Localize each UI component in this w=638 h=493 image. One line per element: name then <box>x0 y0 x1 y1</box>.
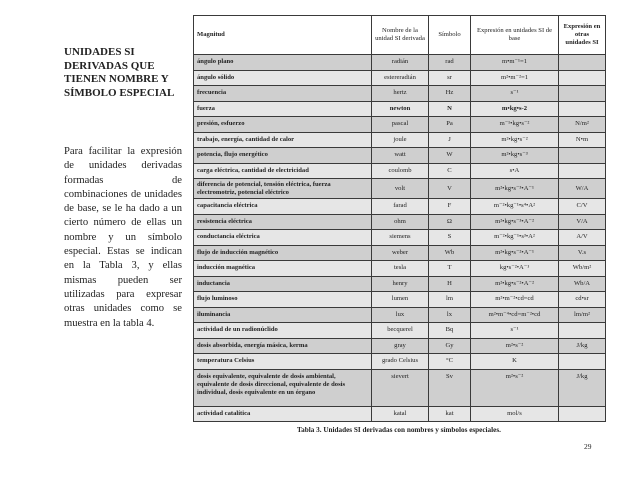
cell-magnitude: temperatura Celsius <box>194 354 372 370</box>
cell-si-expression: C/V <box>559 199 606 215</box>
cell-base-expression: K <box>471 354 559 370</box>
cell-symbol: J <box>429 132 471 148</box>
cell-si-expression: cd•sr <box>559 292 606 308</box>
cell-symbol: S <box>429 230 471 246</box>
cell-unit-name: becquerel <box>372 323 429 339</box>
cell-symbol: V <box>429 179 471 199</box>
cell-unit-name: hertz <box>372 86 429 102</box>
cell-magnitude: ángulo sólido <box>194 70 372 86</box>
cell-unit-name: ohm <box>372 214 429 230</box>
cell-magnitude: ángulo plano <box>194 55 372 71</box>
table-row <box>194 179 606 199</box>
table-row <box>194 86 606 102</box>
cell-magnitude: flujo luminoso <box>194 292 372 308</box>
cell-base-expression: m²•kg•s⁻²•A⁻¹ <box>471 245 559 261</box>
cell-magnitude: actividad de un radionúclido <box>194 323 372 339</box>
cell-symbol: Sv <box>429 369 471 406</box>
cell-unit-name: joule <box>372 132 429 148</box>
header-magnitude: Magnitud <box>194 16 372 55</box>
table-row <box>194 307 606 323</box>
cell-si-expression <box>559 86 606 102</box>
cell-symbol: F <box>429 199 471 215</box>
cell-symbol: °C <box>429 354 471 370</box>
cell-magnitude: diferencia de potencial, tensión eléctrica, fuerza electromotriz, potencial eléctrico <box>194 179 372 199</box>
table-row <box>194 276 606 292</box>
table-row <box>194 338 606 354</box>
section-heading: UNIDADES SI DERIVADAS QUE TIENEN NOMBRE Y SÍMBOLO ESPECIAL <box>64 46 175 99</box>
cell-unit-name: coulomb <box>372 163 429 179</box>
cell-magnitude: inducción magnética <box>194 261 372 277</box>
cell-base-expression: m²•kg•s⁻³ <box>471 148 559 164</box>
table-row <box>194 55 606 71</box>
cell-symbol: Hz <box>429 86 471 102</box>
cell-unit-name: siemens <box>372 230 429 246</box>
cell-si-expression: N•m <box>559 132 606 148</box>
table-row <box>194 261 606 277</box>
cell-si-expression <box>559 406 606 422</box>
cell-magnitude: fuerza <box>194 101 372 117</box>
cell-si-expression: lm/m² <box>559 307 606 323</box>
cell-symbol: H <box>429 276 471 292</box>
table-row <box>194 101 606 117</box>
table-row <box>194 292 606 308</box>
cell-unit-name: sievert <box>372 369 429 406</box>
cell-symbol: Gy <box>429 338 471 354</box>
si-derived-units-table <box>193 15 606 422</box>
cell-base-expression: m²•m⁻⁴•cd=m⁻²•cd <box>471 307 559 323</box>
cell-si-expression: V.s <box>559 245 606 261</box>
cell-symbol: kat <box>429 406 471 422</box>
cell-symbol: T <box>429 261 471 277</box>
table-row <box>194 132 606 148</box>
cell-base-expression: m⁻²•kg⁻¹•s⁴•A² <box>471 199 559 215</box>
cell-magnitude: presión, esfuerzo <box>194 117 372 133</box>
cell-base-expression: m²•kg•s⁻³•A⁻² <box>471 214 559 230</box>
cell-magnitude: potencia, flujo energético <box>194 148 372 164</box>
table-row <box>194 354 606 370</box>
cell-magnitude: conductancia eléctrica <box>194 230 372 246</box>
cell-unit-name: henry <box>372 276 429 292</box>
cell-base-expression: m²•s⁻² <box>471 338 559 354</box>
cell-magnitude: trabajo, energía, cantidad de calor <box>194 132 372 148</box>
cell-si-expression <box>559 148 606 164</box>
table-row <box>194 214 606 230</box>
table-caption: Tabla 3. Unidades SI derivadas con nombres y símbolos especiales. <box>297 426 501 434</box>
cell-symbol: lm <box>429 292 471 308</box>
cell-base-expression: s•A <box>471 163 559 179</box>
cell-unit-name: grado Celsius <box>372 354 429 370</box>
cell-base-expression: m⁻²•kg⁻¹•s³•A² <box>471 230 559 246</box>
cell-base-expression: m²•m⁻²•cd=cd <box>471 292 559 308</box>
cell-unit-name: gray <box>372 338 429 354</box>
cell-si-expression <box>559 163 606 179</box>
cell-magnitude: actividad catalítica <box>194 406 372 422</box>
cell-base-expression: m²•m⁻²=1 <box>471 70 559 86</box>
cell-base-expression: m²•kg•s⁻² <box>471 132 559 148</box>
cell-unit-name: volt <box>372 179 429 199</box>
cell-unit-name: farad <box>372 199 429 215</box>
cell-magnitude: frecuencia <box>194 86 372 102</box>
cell-unit-name: pascal <box>372 117 429 133</box>
cell-unit-name: radián <box>372 55 429 71</box>
cell-unit-name: tesla <box>372 261 429 277</box>
cell-si-expression <box>559 55 606 71</box>
cell-unit-name: estereradián <box>372 70 429 86</box>
cell-si-expression: Wb/A <box>559 276 606 292</box>
cell-si-expression: J/kg <box>559 369 606 406</box>
cell-magnitude: inductancia <box>194 276 372 292</box>
cell-symbol: rad <box>429 55 471 71</box>
cell-base-expression: s⁻¹ <box>471 323 559 339</box>
cell-magnitude: dosis absorbida, energía másica, kerma <box>194 338 372 354</box>
table-row <box>194 406 606 422</box>
cell-si-expression: J/kg <box>559 338 606 354</box>
cell-unit-name: watt <box>372 148 429 164</box>
header-symbol: Símbolo <box>429 16 471 55</box>
cell-magnitude: capacitancia eléctrica <box>194 199 372 215</box>
cell-si-expression: W/A <box>559 179 606 199</box>
cell-magnitude: flujo de inducción magnético <box>194 245 372 261</box>
cell-si-expression: A/V <box>559 230 606 246</box>
cell-magnitude: resistencia eléctrica <box>194 214 372 230</box>
table-row <box>194 245 606 261</box>
cell-symbol: sr <box>429 70 471 86</box>
cell-unit-name: weber <box>372 245 429 261</box>
cell-unit-name: lux <box>372 307 429 323</box>
cell-unit-name: lumen <box>372 292 429 308</box>
cell-si-expression <box>559 354 606 370</box>
header-si-expression: Expresión en otras unidades SI <box>559 16 606 55</box>
cell-base-expression: m•m⁻¹=1 <box>471 55 559 71</box>
cell-symbol: lx <box>429 307 471 323</box>
table-row <box>194 163 606 179</box>
header-unit-name: Nombre de la unidad SI derivada <box>372 16 429 55</box>
cell-si-expression <box>559 101 606 117</box>
table-row <box>194 199 606 215</box>
cell-symbol: C <box>429 163 471 179</box>
cell-unit-name: newton <box>372 101 429 117</box>
cell-base-expression: m²•kg•s⁻³•A⁻¹ <box>471 179 559 199</box>
cell-base-expression: m²•kg•s⁻²•A⁻² <box>471 276 559 292</box>
table-row <box>194 369 606 406</box>
cell-symbol: W <box>429 148 471 164</box>
intro-paragraph: Para facilitar la expresión de unidades derivadas formadas de combinaciones de unidades de base, se le ha dado a un cierto número de ellas un nombre y un símbolo especial. Estas se indican en la Tabla 3, y ellas mismas pueden ser utilizadas para expresar otras unidades como se muestra en la tabla 4. <box>64 146 182 329</box>
cell-symbol: N <box>429 101 471 117</box>
cell-symbol: Bq <box>429 323 471 339</box>
cell-si-expression: N/m² <box>559 117 606 133</box>
cell-base-expression: mol/s <box>471 406 559 422</box>
cell-magnitude: dosis equivalente, equivalente de dosis ambiental, equivalente de dosis direccional, equivalente de dosis individual, dosis equivalente en un órgano <box>194 369 372 406</box>
cell-base-expression: m•kg•s-2 <box>471 101 559 117</box>
cell-si-expression <box>559 70 606 86</box>
cell-si-expression: Wb/m² <box>559 261 606 277</box>
cell-magnitude: carga eléctrica, cantidad de electricidad <box>194 163 372 179</box>
cell-base-expression: s⁻¹ <box>471 86 559 102</box>
cell-base-expression: kg•s⁻²•A⁻¹ <box>471 261 559 277</box>
cell-symbol: Pa <box>429 117 471 133</box>
table-row <box>194 117 606 133</box>
cell-base-expression: m⁻¹•kg•s⁻² <box>471 117 559 133</box>
cell-base-expression: m²•s⁻² <box>471 369 559 406</box>
cell-symbol: Wb <box>429 245 471 261</box>
header-base-expression: Expresión en unidades SI de base <box>471 16 559 55</box>
table-row <box>194 230 606 246</box>
table-row <box>194 323 606 339</box>
cell-symbol: Ω <box>429 214 471 230</box>
cell-si-expression: V/A <box>559 214 606 230</box>
table-row <box>194 70 606 86</box>
table-row <box>194 148 606 164</box>
page-number: 29 <box>584 442 592 451</box>
cell-unit-name: katal <box>372 406 429 422</box>
cell-si-expression <box>559 323 606 339</box>
cell-magnitude: iluminancia <box>194 307 372 323</box>
table-header-row <box>194 16 606 55</box>
